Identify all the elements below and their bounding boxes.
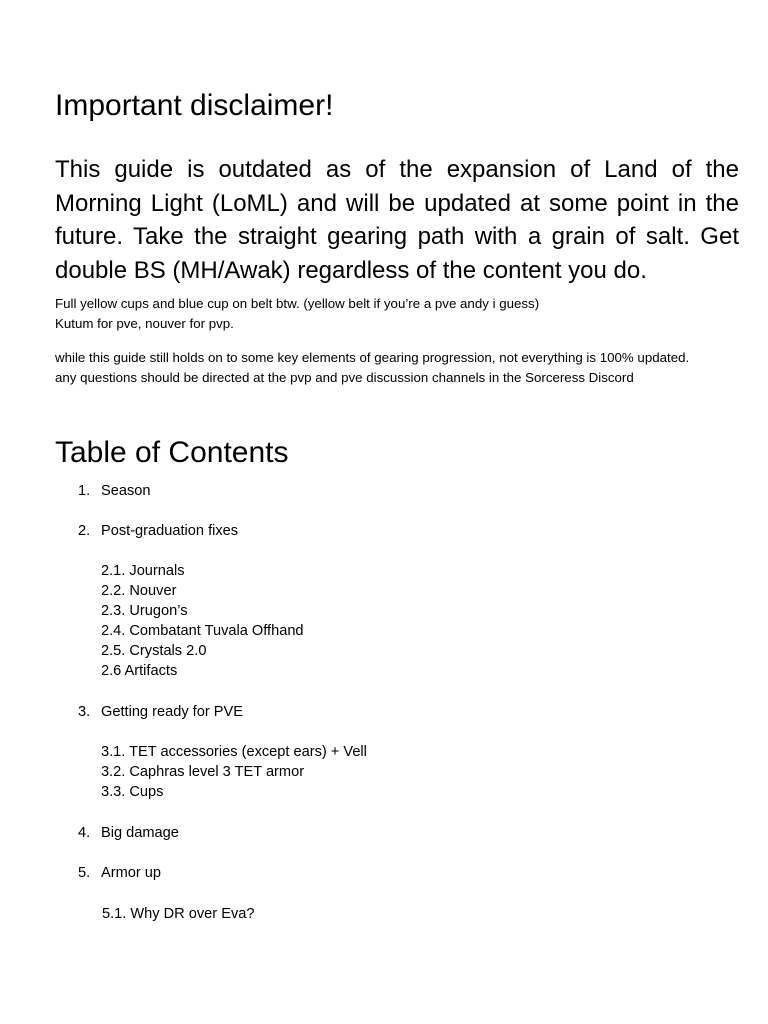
disclaimer-notes-2 [55,348,755,388]
toc-subitem-tuvala-offhand[interactable] [101,621,304,641]
toc-subitem-caphras[interactable] [101,762,304,782]
toc-item-number: 2. [78,523,91,539]
toc-item-label: 3.2. Caphras level 3 TET armor [101,764,305,780]
toc-item-label: Big damage [101,825,179,841]
toc-item-pve[interactable] [78,702,243,722]
toc-item-label: Getting ready for PVE [101,704,243,720]
toc-item-label: 2.4. Combatant Tuvala Offhand [101,623,304,639]
toc-subitem-cups[interactable] [101,782,163,802]
toc-item-label: 3.3. Cups [101,784,164,800]
toc-item-season[interactable] [78,481,151,501]
toc-item-number: 4. [78,825,91,841]
toc-item-number: 5. [78,865,91,881]
toc-item-post-graduation[interactable] [78,521,239,541]
note-line: while this guide still holds on to some key elements of gearing progression, not everything is 100% updated. [55,350,690,365]
toc-subitem-tet-accessories[interactable] [101,742,367,762]
toc-item-label: Season [101,483,151,499]
note-line: Kutum for pve, nouver for pvp. [55,316,234,331]
toc-subitem-artifacts[interactable] [101,661,177,681]
toc-subitem-nouver[interactable] [101,581,176,601]
toc-item-label: 3.1. TET accessories (except ears) + Vell [101,744,367,760]
toc-subitem-urugons[interactable] [101,601,188,621]
toc-item-label: 2.2. Nouver [101,583,177,599]
toc-subitem-dr-over-eva[interactable] [102,904,254,924]
toc-item-number: 3. [78,704,91,720]
disclaimer-heading: Important disclaimer! [55,89,334,122]
toc-item-label: 2.3. Urugon’s [101,603,188,619]
toc-item-label: 2.1. Journals [101,563,185,579]
toc-item-label: 5.1. Why DR over Eva? [102,906,255,922]
toc-item-label: Armor up [101,865,162,881]
note-line: any questions should be directed at the pvp and pve discussion channels in the Sorceress Discord [55,370,634,385]
disclaimer-lead: This guide is outdated as of the expansion of Land of the Morning Light (LoML) and will be updated at some point in the future. Take the straight gearing path with a grain of salt. Get double BS (MH/Awak) regardless of the content you do. [55,156,739,284]
toc-item-number: 1. [78,483,91,499]
toc-heading: Table of Contents [55,436,289,469]
toc-item-label: 2.6 Artifacts [101,663,178,679]
toc-subitem-journals[interactable] [101,561,185,581]
toc-item-armor-up[interactable] [78,863,162,883]
toc-item-label: 2.5. Crystals 2.0 [101,643,207,659]
toc-item-big-damage[interactable] [78,823,179,843]
note-line: Full yellow cups and blue cup on belt btw. (yellow belt if you’re a pve andy i guess) [55,296,540,311]
toc-subitem-crystals[interactable] [101,641,206,661]
disclaimer-notes [55,294,755,334]
toc-item-label: Post-graduation fixes [101,523,239,539]
